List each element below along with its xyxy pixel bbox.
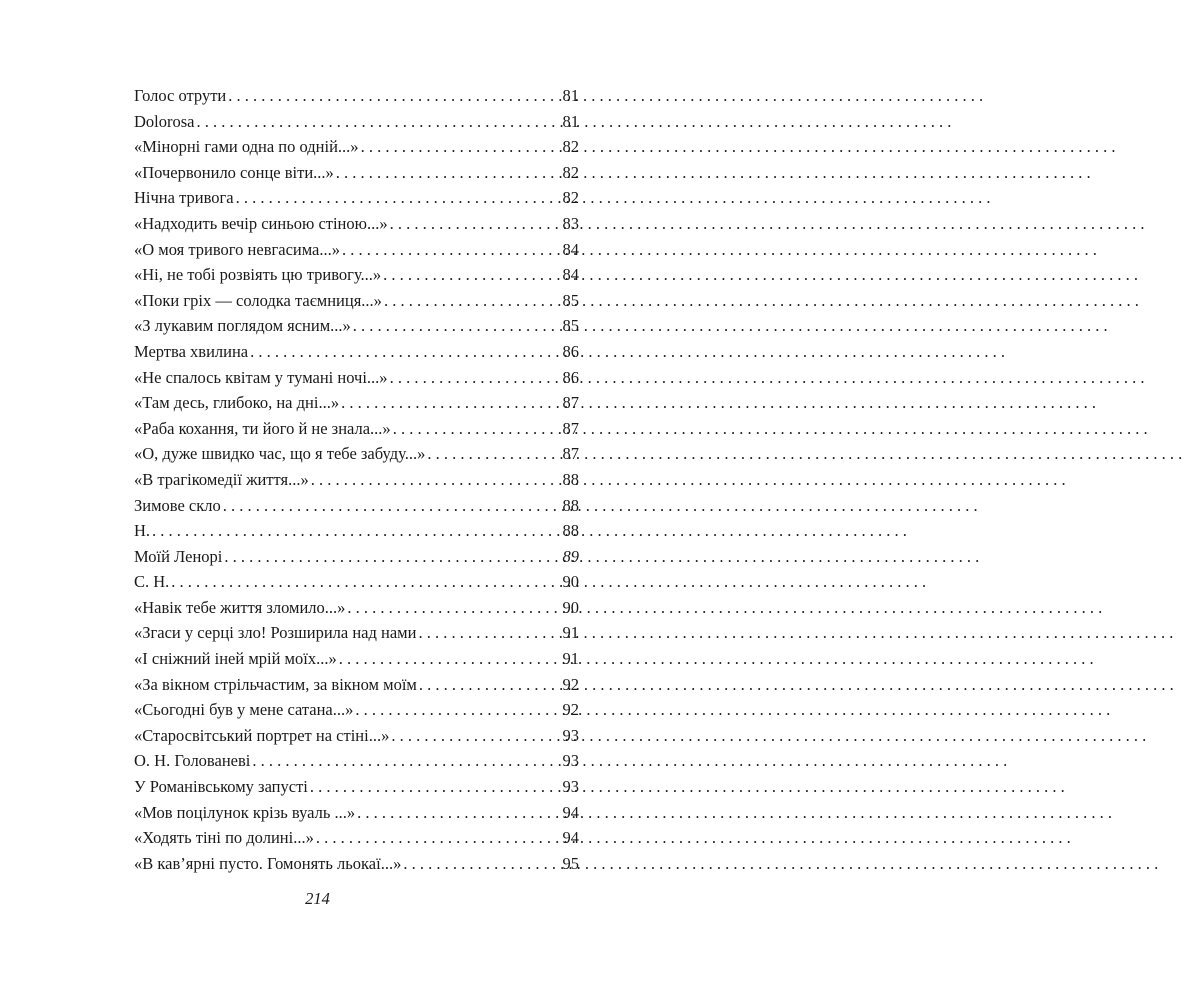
toc-entry	[134, 672, 579, 698]
dot-leader	[355, 697, 556, 723]
toc-entry	[134, 800, 579, 826]
dot-leader	[228, 83, 556, 109]
toc-entry-page: 86	[562, 341, 579, 361]
toc-entry	[134, 620, 579, 646]
toc-entry-page: 94	[562, 802, 579, 822]
toc-entry-title: «Надходить вечір синьою стіною...»	[134, 213, 388, 233]
toc-entry	[134, 160, 579, 186]
dot-leader	[427, 441, 556, 467]
dot-leader	[236, 185, 556, 211]
dot-leader	[391, 723, 556, 749]
toc-entry-title: «З лукавим поглядом ясним...»	[134, 316, 351, 336]
toc-entry-title: О. Н. Голованеві	[134, 751, 251, 771]
toc-entry-title: Нічна тривога	[134, 188, 234, 208]
toc-entry	[134, 134, 579, 160]
toc-entry-page: 86	[562, 367, 579, 387]
toc-entry	[134, 774, 579, 800]
dot-leader	[403, 851, 556, 877]
dot-leader	[390, 211, 556, 237]
toc-entry-title: Зимове скло	[134, 495, 221, 515]
toc-entry	[134, 365, 579, 391]
toc-entry-page: 89	[562, 546, 579, 566]
toc-entry-title: «В трагікомедії життя...»	[134, 469, 309, 489]
toc-entry-page: 85	[562, 290, 579, 310]
toc-entry	[134, 569, 579, 595]
toc-entry-page: 92	[562, 674, 579, 694]
toc-entry	[134, 339, 579, 365]
dot-leader	[341, 390, 556, 416]
dot-leader	[353, 313, 556, 339]
dot-leader	[252, 748, 556, 774]
toc-entry	[134, 518, 579, 544]
toc-entry	[134, 825, 579, 851]
toc-entry-title: Голос отрути	[134, 86, 227, 105]
dot-leader	[347, 595, 556, 621]
toc-entry-title: У Романівському запусті	[134, 777, 308, 797]
dot-leader	[316, 825, 556, 851]
toc-entry-page: 91	[562, 649, 579, 669]
dot-leader	[171, 569, 556, 595]
toc-entry-page: 82	[562, 188, 579, 208]
toc-entry	[134, 697, 579, 723]
dot-leader	[419, 672, 556, 698]
toc-entry-page: 85	[562, 316, 579, 336]
dot-leader	[361, 134, 556, 160]
toc-entry	[134, 313, 579, 339]
toc-entry-title: «За вікном стрільчастим, за вікном моїм	[134, 674, 417, 694]
toc-entry	[134, 109, 579, 135]
toc-entry-page: 87	[562, 418, 579, 438]
toc-entry-page: 88	[562, 469, 579, 489]
toc-entry-page: 90	[562, 572, 579, 592]
toc-entry	[134, 390, 579, 416]
toc-entry-page: 88	[562, 495, 579, 515]
toc-entry	[134, 748, 579, 774]
toc-entry	[134, 723, 579, 749]
dot-leader	[250, 339, 556, 365]
toc-entry-page: 87	[562, 444, 579, 464]
toc-entry	[134, 467, 579, 493]
toc-entry-page: 88	[562, 521, 579, 541]
dot-leader	[393, 416, 556, 442]
toc-entry-title: «Навік тебе життя зломило...»	[134, 597, 346, 617]
page-number: 214	[305, 889, 330, 908]
dot-leader	[357, 800, 556, 826]
dot-leader	[339, 646, 556, 672]
dot-leader	[342, 237, 556, 263]
toc-entry	[134, 544, 579, 570]
dot-leader	[223, 493, 556, 519]
toc-entry-title: Моїй Ленорі	[134, 546, 223, 566]
toc-entry-title: «В кав’ярні пусто. Гомонять льокаї...»	[134, 853, 402, 873]
dot-leader	[418, 620, 556, 646]
toc-entry	[134, 262, 579, 288]
toc-entry-title: «Згаси у серці зло! Розширила над нами	[134, 623, 417, 643]
toc-entry	[134, 646, 579, 672]
toc-entry-page: 84	[562, 265, 579, 285]
toc-entry-page: 93	[562, 777, 579, 797]
toc-entry-page: 91	[562, 623, 579, 643]
toc-entry-page: 81	[562, 111, 579, 131]
toc-entry-title: «Раба кохання, ти його й не знала...»	[134, 418, 391, 438]
toc-entry-title: Н.	[134, 521, 151, 541]
dot-leader	[311, 467, 556, 493]
toc-entry-title: Dolorosa	[134, 111, 195, 131]
toc-entry-title: «Почервонило сонце віти...»	[134, 162, 334, 182]
toc-entry-page: 92	[562, 700, 579, 720]
toc-entry-title: «Не спалось квітам у тумані ночі...»	[134, 367, 388, 387]
toc-entry-page: 81	[562, 86, 579, 105]
toc-entry-page: 82	[562, 162, 579, 182]
table-of-contents	[134, 83, 579, 876]
toc-entry-title: «Старосвітський портрет на стіні...»	[134, 725, 390, 745]
dot-leader	[384, 288, 556, 314]
dot-leader	[310, 774, 556, 800]
toc-entry-title: «Ні, не тобі розвіять цю тривогу...»	[134, 265, 382, 285]
toc-entry-title: «Ходять тіні по долині...»	[134, 828, 314, 848]
toc-entry	[134, 595, 579, 621]
toc-entry	[134, 416, 579, 442]
toc-entry	[134, 851, 579, 877]
dot-leader	[197, 109, 557, 135]
toc-entry	[134, 237, 579, 263]
toc-entry-page: 94	[562, 828, 579, 848]
toc-entry-title: С. Н.	[134, 572, 170, 592]
toc-entry	[134, 288, 579, 314]
dot-leader	[152, 518, 556, 544]
toc-entry-title: «О, дуже швидко час, що я тебе забуду...»	[134, 444, 426, 464]
toc-entry-title: «Сьогодні був у мене сатана...»	[134, 700, 354, 720]
toc-entry-page: 90	[562, 597, 579, 617]
toc-entry	[134, 185, 579, 211]
toc-entry-page: 82	[562, 137, 579, 157]
dot-leader	[383, 262, 556, 288]
toc-entry	[134, 493, 579, 519]
toc-entry-title: «О моя тривого невгасима...»	[134, 239, 341, 259]
toc-entry-title: «Там десь, глибоко, на дні...»	[134, 393, 340, 413]
toc-entry	[134, 441, 579, 467]
toc-entry	[134, 211, 579, 237]
toc-entry-page: 95	[562, 853, 579, 873]
toc-entry-title: «І сніжний іней мрій моїх...»	[134, 649, 337, 669]
toc-entry-title: «Мов поцілунок крізь вуаль ...»	[134, 802, 356, 822]
toc-entry-page: 84	[562, 239, 579, 259]
toc-entry-page: 93	[562, 725, 579, 745]
toc-entry	[134, 83, 579, 109]
toc-entry-title: «Мінорні гами одна по одній...»	[134, 137, 359, 157]
dot-leader	[390, 365, 556, 391]
toc-entry-page: 83	[562, 213, 579, 233]
toc-entry-title: Мертва хвилина	[134, 341, 249, 361]
toc-entry-title: «Поки гріх — солодка таємниця...»	[134, 290, 382, 310]
toc-entry-page: 93	[562, 751, 579, 771]
dot-leader	[336, 160, 556, 186]
toc-entry-page: 87	[562, 393, 579, 413]
dot-leader	[224, 544, 556, 570]
